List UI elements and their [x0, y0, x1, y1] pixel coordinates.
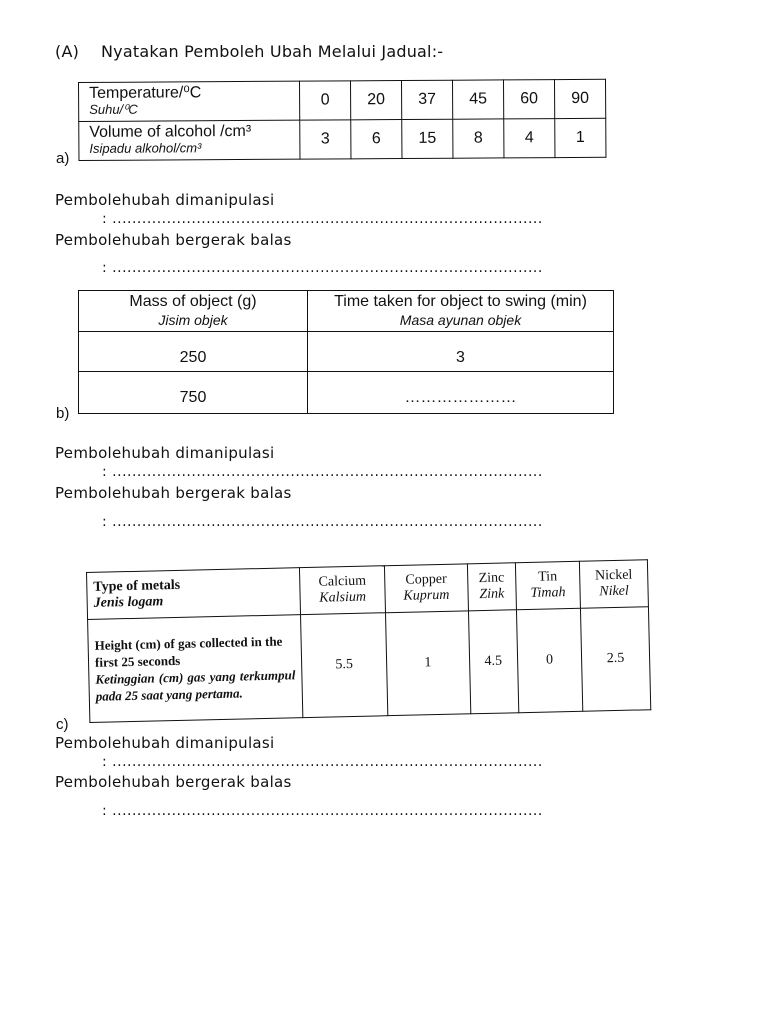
responding-answer-line-c[interactable]: : ....................................................................................... — [102, 803, 543, 819]
table-a-row-volume — [79, 118, 606, 160]
table-cell: 90 — [554, 79, 605, 118]
metal-name: Copper — [405, 571, 447, 588]
table-c-values-row — [88, 607, 651, 723]
temperature-header-main: Temperature/⁰C — [89, 84, 202, 102]
heading-text: Nyatakan Pemboleh Ubah Melalui Jadual:- — [101, 42, 444, 61]
table-cell: 1 — [555, 118, 606, 157]
metal-calcium — [299, 566, 385, 615]
table-cell: 1 — [386, 611, 471, 716]
responding-answer-line-a[interactable]: : ....................................................................................... — [102, 260, 543, 276]
table-c — [86, 559, 651, 723]
manipulated-answer-line-b[interactable]: : ....................................................................................... — [102, 464, 543, 480]
metal-name-malay: Zink — [479, 586, 505, 603]
manipulated-variable-label-a: Pembolehubah dimanipulasi — [55, 191, 275, 209]
metal-name: Nickel — [594, 567, 633, 584]
metal-name: Calcium — [318, 573, 367, 590]
table-a — [78, 79, 606, 161]
table-a-row-temperature — [79, 79, 606, 121]
responding-answer-line-b[interactable]: : ....................................................................................... — [102, 514, 543, 530]
metal-name: Zinc — [478, 570, 505, 587]
table-cell: 4 — [504, 119, 555, 158]
metal-name-malay: Timah — [530, 585, 566, 601]
table-cell: 2.5 — [580, 607, 650, 712]
table-cell: 0 — [299, 81, 350, 120]
table-cell: 60 — [503, 80, 554, 119]
gas-height-header — [88, 615, 303, 723]
volume-header-main: Volume of alcohol /cm³ — [89, 122, 252, 141]
metal-type-header-sub: Jenis logam — [93, 594, 164, 611]
table-b-header-row — [79, 291, 614, 332]
gas-height-header-sub: Ketinggian (cm) gas yang terkumpul pada 25 saat yang pertama. — [95, 667, 296, 704]
volume-header — [79, 120, 300, 160]
mass-header-sub: Jisim objek — [158, 312, 228, 328]
metal-nickel — [579, 560, 648, 609]
table-cell: 45 — [452, 80, 503, 119]
table-cell: 6 — [351, 120, 402, 159]
section-marker: (A) — [55, 42, 80, 61]
metal-name-malay: Kalsium — [319, 589, 367, 606]
table-c-label: c) — [56, 716, 69, 733]
responding-variable-label-a: Pembolehubah bergerak balas — [55, 231, 292, 249]
manipulated-variable-label-b: Pembolehubah dimanipulasi — [55, 444, 275, 462]
table-a-label: a) — [56, 150, 70, 167]
responding-variable-label-b: Pembolehubah bergerak balas — [55, 484, 292, 502]
table-cell: 0 — [516, 608, 582, 712]
metal-type-header — [87, 568, 301, 620]
manipulated-answer-line-a[interactable]: : ....................................................................................... — [102, 211, 543, 227]
table-cell: 750 — [79, 372, 308, 414]
metal-tin — [515, 561, 580, 609]
temperature-header — [79, 81, 300, 121]
table-cell: 5.5 — [301, 613, 388, 718]
mass-header-main: Mass of object (g) — [129, 293, 257, 310]
responding-variable-label-c: Pembolehubah bergerak balas — [55, 773, 292, 791]
table-cell-blank[interactable]: ………………… — [308, 372, 614, 414]
time-header — [308, 291, 614, 332]
metal-zinc — [467, 563, 516, 611]
table-cell: 8 — [453, 119, 504, 158]
table-row — [79, 372, 614, 414]
time-header-main: Time taken for object to swing (min) — [334, 293, 587, 310]
table-row — [79, 332, 614, 372]
table-cell: 37 — [401, 80, 452, 119]
metal-type-header-main: Type of metals — [93, 577, 181, 595]
manipulated-variable-label-c: Pembolehubah dimanipulasi — [55, 734, 275, 752]
volume-header-sub: Isipadu alkohol/cm³ — [89, 140, 202, 156]
metal-name: Tin — [538, 569, 558, 585]
metal-name-malay: Nikel — [599, 583, 629, 600]
gas-height-header-main: Height (cm) of gas collected in the first 25 seconds — [94, 633, 283, 670]
table-cell: 3 — [300, 120, 351, 159]
table-cell: 4.5 — [468, 610, 519, 714]
table-cell: 250 — [79, 332, 308, 372]
temperature-header-sub: Suhu/⁰C — [89, 101, 138, 117]
time-header-sub: Masa ayunan objek — [399, 312, 522, 328]
table-b — [78, 290, 614, 414]
worksheet-heading — [55, 42, 443, 61]
table-cell: 20 — [350, 81, 401, 120]
table-cell: 3 — [308, 332, 614, 372]
metal-name-malay: Kuprum — [403, 587, 450, 604]
table-cell: 15 — [402, 119, 453, 158]
mass-header — [79, 291, 308, 332]
manipulated-answer-line-c[interactable]: : ....................................................................................... — [102, 754, 543, 770]
metal-copper — [384, 564, 468, 613]
table-b-label: b) — [56, 405, 70, 422]
